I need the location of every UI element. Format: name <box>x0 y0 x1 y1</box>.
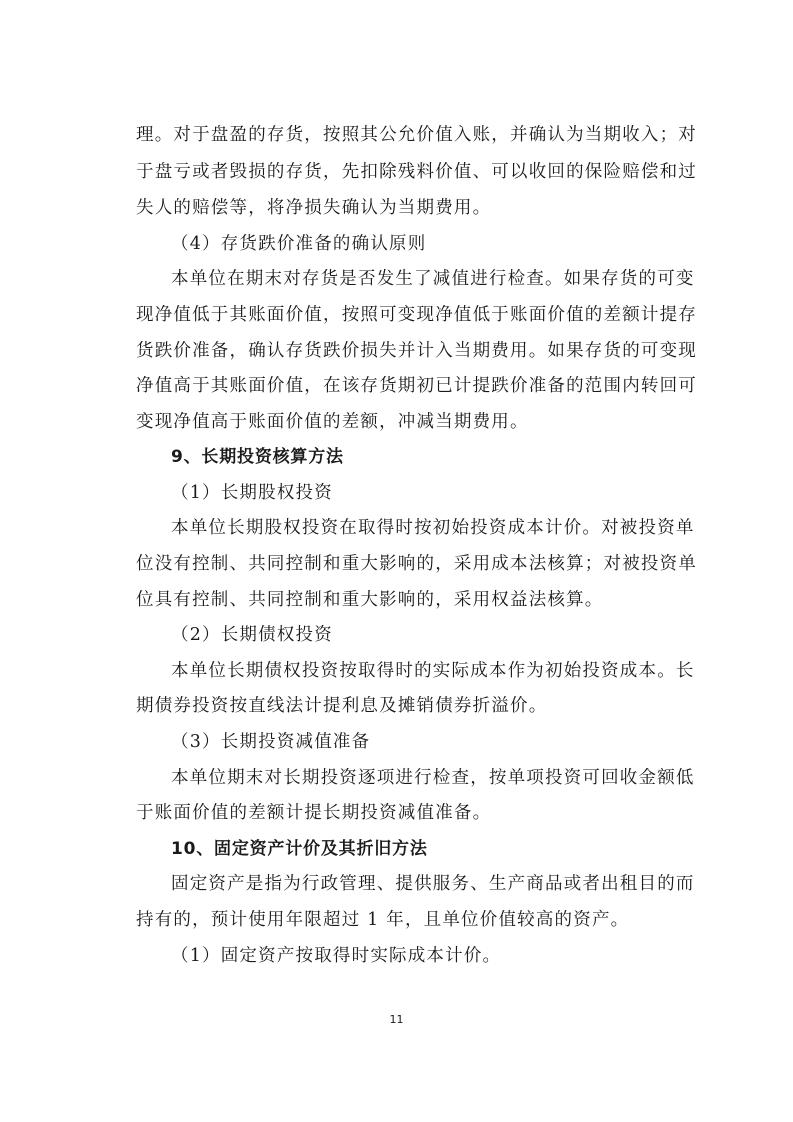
body-text-line: 位具有控制、共同控制和重大影响的，采用权益法核算。 <box>136 590 604 610</box>
body-text-line: 现净值低于其账面价值，按照可变现净值低于账面价值的差额计提存 <box>136 305 697 325</box>
body-text-line: 于盘亏或者毁损的存货，先扣除残料价值、可以收回的保险赔偿和过 <box>136 162 697 182</box>
paragraph-first-line: 本单位期末对长期投资逐项进行检查，按单项投资可回收金额低 <box>171 768 695 788</box>
section-heading: 10、固定资产计价及其折旧方法 <box>171 839 428 859</box>
body-text-line: 理。对于盘盈的存货，按照其公允价值入账，并确认为当期收入；对 <box>136 125 697 145</box>
paragraph-first-line: 本单位在期末对存货是否发生了减值进行检查。如果存货的可变 <box>171 269 695 289</box>
body-text-line: 货跌价准备，确认存货跌价损失并计入当期费用。如果存货的可变现 <box>136 341 697 361</box>
section-heading: 9、长期投资核算方法 <box>171 447 344 467</box>
body-text-line: 失人的赔偿等，将净损失确认为当期费用。 <box>136 198 492 218</box>
body-text-line: 持有的，预计使用年限超过 1 年，且单位价值较高的资产。 <box>136 910 630 930</box>
body-text-line: 位没有控制、共同控制和重大影响的，采用成本法核算；对被投资单 <box>136 554 697 574</box>
body-text-line: 净值高于其账面价值，在该存货期初已计提跌价准备的范围内转回可 <box>136 376 697 396</box>
paragraph-first-line: 本单位长期股权投资在取得时按初始投资成本计价。对被投资单 <box>171 518 695 538</box>
body-text-line: 变现净值高于账面价值的差额，冲减当期费用。 <box>136 412 529 432</box>
body-text-line: 期债券投资按直线法计提利息及摊销债券折溢价。 <box>136 696 548 716</box>
body-text-line: 于账面价值的差额计提长期投资减值准备。 <box>136 803 492 823</box>
subsection-heading: （4）存货跌价准备的确认原则 <box>171 234 427 254</box>
subsection-heading: （1）固定资产按取得时实际成本计价。 <box>171 946 502 966</box>
paragraph-first-line: 固定资产是指为行政管理、提供服务、生产商品或者出租目的而 <box>171 874 695 894</box>
page-number: 11 <box>389 1013 404 1026</box>
paragraph-first-line: 本单位长期债权投资按取得时的实际成本作为初始投资成本。长 <box>171 661 695 681</box>
subsection-heading: （2）长期债权投资 <box>171 625 333 645</box>
subsection-heading: （1）长期股权投资 <box>171 483 333 503</box>
subsection-heading: （3）长期投资减值准备 <box>171 732 371 752</box>
